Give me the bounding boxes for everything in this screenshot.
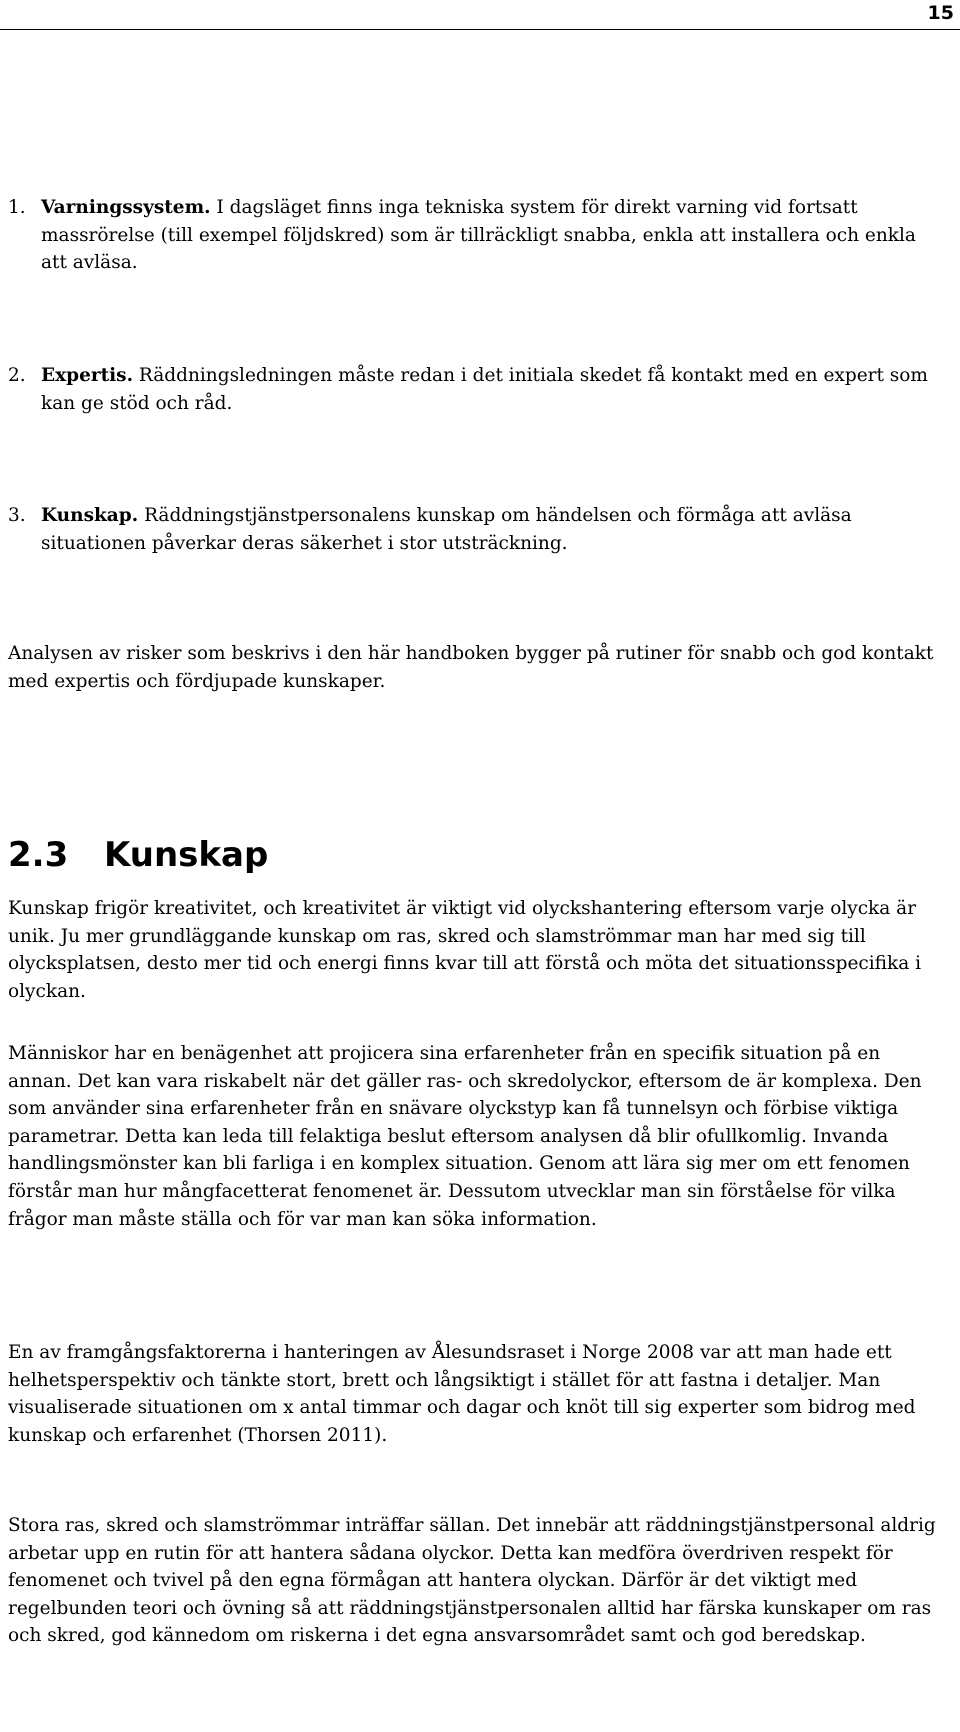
body-paragraph: En av framgångsfaktorerna i hanteringen av Ålesundsraset i Norge 2008 var att man hade ett helhetsperspektiv och tänkte stort, brett och långsiktigt i stället för att fastna i detaljer. Man visualiserade situationen om x antal timmar och dagar och knöt till sig experter som bidrog med kunskap och erfarenhet (Thorsen 2011). bbox=[8, 1342, 916, 1446]
list-item-text: I dagsläget finns inga tekniska system för direkt varning vid fortsatt massrörelse (till exempel följdskred) som är tillräckligt snabba, enkla att installera och enkla att avläsa. bbox=[41, 197, 916, 274]
list-item-title: Expertis. bbox=[41, 365, 134, 386]
list-item-body bbox=[41, 502, 933, 557]
body-paragraph: Stora ras, skred och slamströmmar inträffar sällan. Det innebär att räddningstjänstpersonal aldrig arbetar upp en rutin för att hantera sådana olyckor. Detta kan medföra överdriven respekt för fenomenet och tvivel på den egna förmågan att hantera olyckan. Därför är det viktigt med regelbunden teori och övning så att räddningstjänstpersonalen alltid har färska kunskaper om ras och skred, god kännedom om riskerna i det egna ansvarsområdet samt och god beredskap. bbox=[8, 1515, 936, 1647]
list-item-title: Kunskap. bbox=[41, 505, 139, 526]
page-header bbox=[0, 0, 960, 32]
section-heading bbox=[8, 835, 268, 875]
list-item-title: Varningssystem. bbox=[41, 197, 211, 218]
section-number: 2.3 bbox=[8, 835, 69, 875]
header-rule bbox=[0, 29, 960, 30]
list-item-number: 3. bbox=[8, 505, 26, 526]
list-item-text: Räddningsledningen måste redan i det initiala skedet få kontakt med en expert som kan ge stöd och råd. bbox=[41, 365, 928, 414]
intro-paragraph: Analysen av risker som beskrivs i den här handboken bygger på rutiner för snabb och god kontakt med expertis och fördjupade kunskaper. bbox=[8, 643, 934, 692]
body-paragraph: Människor har en benägenhet att projicera sina erfarenheter från en specifik situation på en annan. Det kan vara riskabelt när det gäller ras- och skredolyckor, eftersom de är komplexa. Den som använder sina erfarenheter från en snävare olyckstyp kan få tunnelsyn och förbise viktiga parametrar. Detta kan leda till felaktiga beslut eftersom analysen då blir ofullkomlig. Invanda handlingsmönster kan bli farliga i en komplex situation. Genom att lära sig mer om ett fenomen förstår man hur mångfacetterat fenomenet är. Dessutom utvecklar man sin förståelse för vilka frågor man måste ställa och för var man kan söka information. bbox=[8, 1043, 922, 1230]
list-item-text: Räddningstjänstpersonalens kunskap om händelsen och förmåga att avläsa situationen påverkar deras säkerhet i stor utsträckning. bbox=[41, 505, 852, 554]
list-item-body bbox=[41, 194, 933, 277]
section-title: Kunskap bbox=[104, 835, 269, 875]
list-item-body bbox=[41, 362, 933, 417]
body-paragraph: Kunskap frigör kreativitet, och kreativitet är viktigt vid olyckshantering eftersom varje olycka är unik. Ju mer grundläggande kunskap om ras, skred och slamströmmar man har med sig till olycksplatsen, desto mer tid och energi finns kvar till att förstå och möta det situationsspecifika i olyckan. bbox=[8, 898, 922, 1002]
page-number: 15 bbox=[927, 2, 954, 24]
list-item-number: 2. bbox=[8, 365, 26, 386]
list-item-number: 1. bbox=[8, 197, 26, 218]
